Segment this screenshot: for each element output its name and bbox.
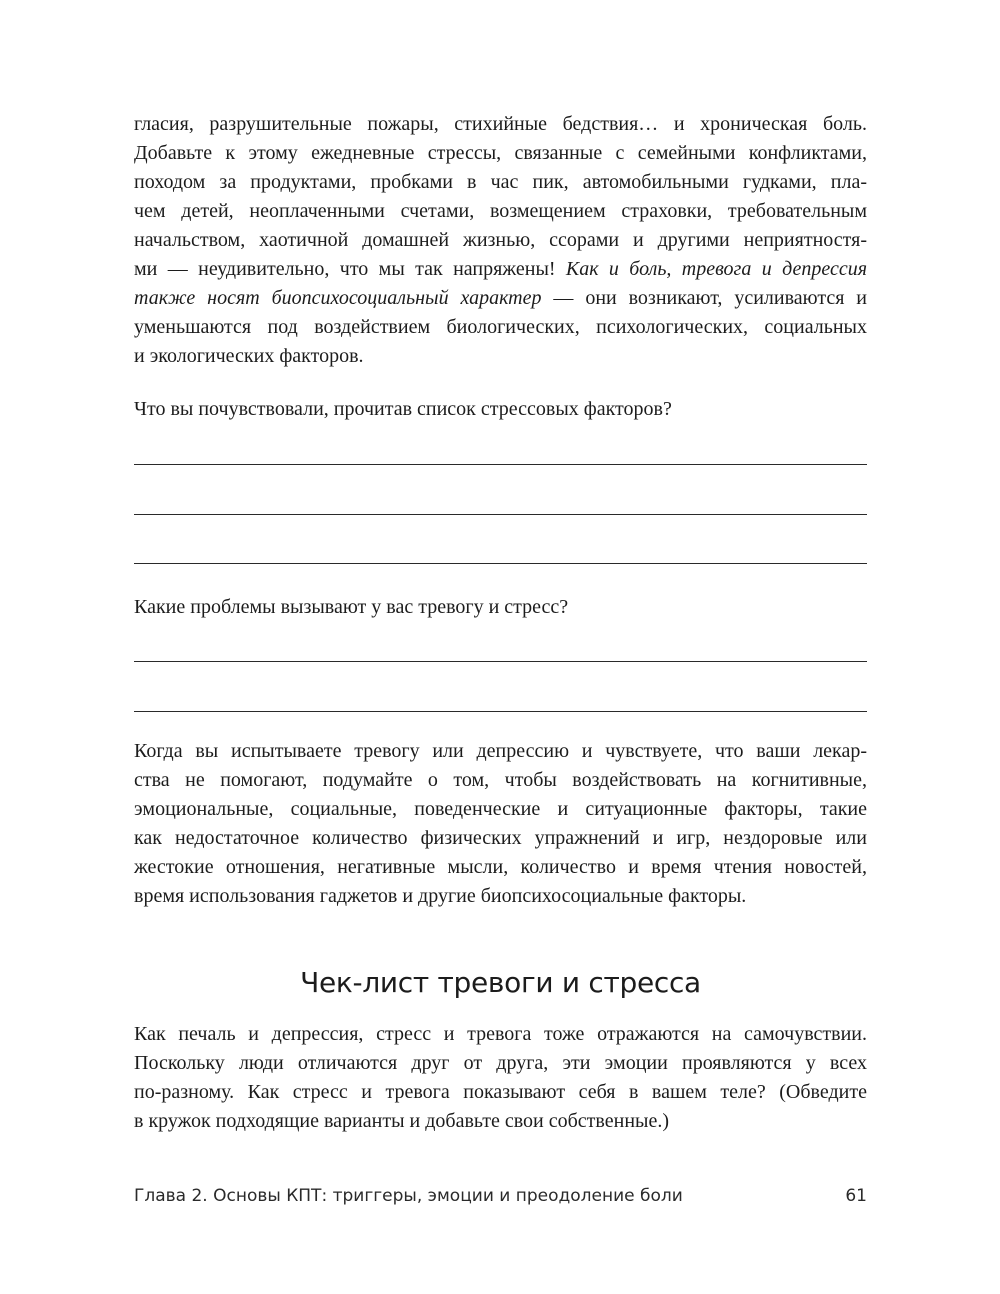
running-title: Глава 2. Основы КПТ: триггеры, эмоции и преодоление боли [134, 1186, 683, 1206]
paragraph-line: Когда вы испытываете тревогу или депрессию и чувствуете, что ваши лекар- [134, 740, 867, 762]
answer-line[interactable] [134, 464, 867, 465]
paragraph-line: уменьшаются под воздействием биологических, психологических, социальных [134, 316, 867, 338]
answer-line[interactable] [134, 514, 867, 515]
page-number: 61 [845, 1186, 867, 1206]
paragraph-line: Добавьте к этому ежедневные стрессы, связанные с семейными конфликтами, [134, 142, 867, 164]
paragraph-line: чем детей, неоплаченными счетами, возмещением страховки, требовательным [134, 200, 867, 222]
text-run: — они возникают, усиливаются и [541, 287, 867, 309]
paragraph-line: эмоциональные, социальные, поведенческие и ситуационные факторы, такие [134, 798, 867, 820]
section-heading: Чек-лист тревоги и стресса [300, 966, 701, 999]
paragraph-line: жестокие отношения, негативные мысли, количество и время чтения новостей, [134, 856, 867, 878]
intro-paragraph [134, 110, 867, 371]
paragraph-line: и экологических факторов. [134, 345, 364, 367]
checklist-intro-paragraph [134, 1020, 867, 1136]
answer-line[interactable] [134, 711, 867, 712]
paragraph-line: ства не помогают, подумайте о том, чтобы воздействовать на когнитивные, [134, 769, 867, 791]
paragraph-line: Как печаль и депрессия, стресс и тревога тоже отражаются на самочувствии. [134, 1023, 867, 1045]
paragraph-line [134, 284, 867, 313]
paragraph-line [134, 255, 867, 284]
question-2: Какие проблемы вызывают у вас тревогу и стресс? [134, 596, 569, 618]
text-run: ми — неудивительно, что мы так напряжены! [134, 258, 566, 280]
paragraph-line: Поскольку люди отличаются друг от друга, эти эмоции проявляются у всех [134, 1052, 867, 1074]
paragraph-line: время использования гаджетов и другие биопсихосоциальные факторы. [134, 885, 747, 907]
answer-line[interactable] [134, 661, 867, 662]
medication-paragraph [134, 737, 867, 911]
paragraph-line: начальством, хаотичной домашней жизнью, ссорами и другими неприятностя- [134, 229, 867, 251]
paragraph-line: походом за продуктами, пробками в час пик, автомобильными гудками, пла- [134, 171, 867, 193]
paragraph-line: как недостаточное количество физических упражнений и игр, нездоровые или [134, 827, 867, 849]
answer-line[interactable] [134, 563, 867, 564]
paragraph-line: по-разному. Как стресс и тревога показывают себя в вашем теле? (Обведите [134, 1081, 867, 1103]
paragraph-line: в кружок подходящие варианты и добавьте свои собственные.) [134, 1110, 669, 1132]
paragraph-line: гласия, разрушительные пожары, стихийные бедствия… и хроническая боль. [134, 113, 867, 135]
emphasis-text: Как и боль, тревога и депрессия [565, 258, 867, 280]
emphasis-text: также носят биопсихосоциальный характер [134, 287, 542, 309]
question-1: Что вы почувствовали, прочитав список стрессовых факторов? [134, 398, 672, 420]
